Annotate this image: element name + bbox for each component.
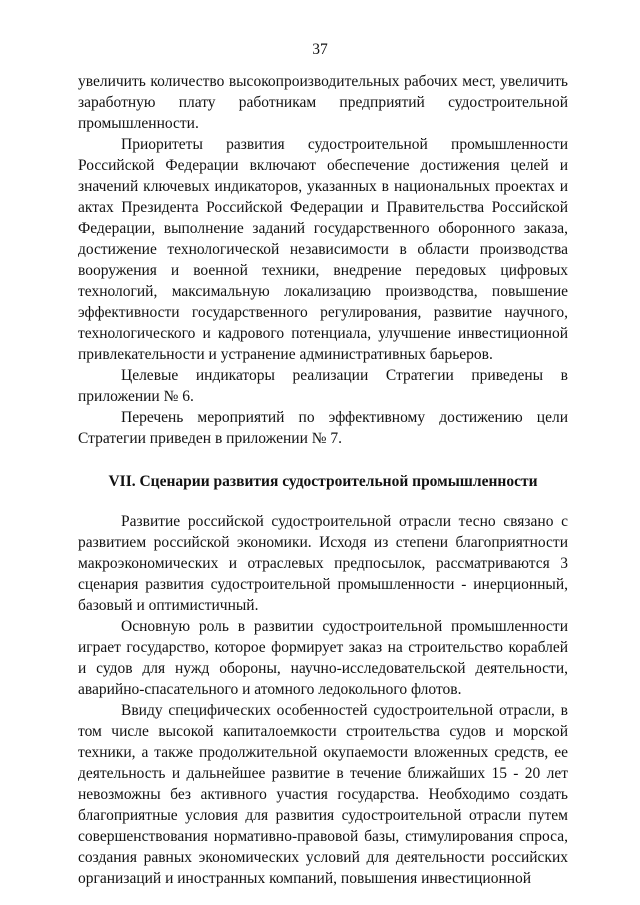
paragraph-employment: увеличить количество высокопроизводительных рабочих мест, увеличить заработную плату работникам предприятий судостроительной промышленности. [78,73,568,132]
paragraph-measures-list: Перечень мероприятий по эффективному достижению цели Стратегии приведен в приложении № 7. [78,409,568,447]
paragraph-industry-specifics: Ввиду специфических особенностей судостроительной отрасли, в том числе высокой капиталоемкости строительства судов и морской техники, а также продолжительной окупаемости вложенных средств, ее деятельность и дальнейшее развитие в течение ближайших 15 - 20 лет невозможны без активного участия государства. Необходимо создать благоприятные условия для развития судостроительной отрасли путем совершенствования нормативно-правовой базы, стимулирования спроса, создания равных экономических условий для деятельности российских организаций и иностранных компаний, повышения инвестиционной [78,702,568,887]
paragraph-state-role: Основную роль в развитии судостроительной промышленности играет государство, которое формирует заказ на строительство кораблей и судов для нужд обороны, научно-исследовательской деятельности, аварийно-спасательного и атомного ледокольного флотов. [78,618,568,698]
paragraph-target-indicators: Целевые индикаторы реализации Стратегии приведены в приложении № 6. [78,367,568,405]
paragraph-priorities: Приоритеты развития судостроительной промышленности Российской Федерации включают обеспечение достижения целей и значений ключевых индикаторов, указанных в национальных проектах и актах Президента Российской Федерации и Правительства Российской Федерации, выполнение заданий государственного оборонного заказа, достижение технологической независимости в области производства вооружения и военной техники, внедрение передовых цифровых технологий, максимальную локализацию производства, повышение эффективности государственного регулирования, развитие научного, технологического и кадрового потенциала, улучшение инвестиционной привлекательности и устранение административных барьеров. [78,136,568,363]
page-number: 37 [312,41,328,58]
document-body [78,71,568,889]
paragraph-scenarios: Развитие российской судостроительной отрасли тесно связано с развитием российской экономики. Исходя из степени благоприятности макроэкономических и отраслевых предпосылок, рассматриваются 3 сценария развития судостроительной промышленности - инерционный, базовый и оптимистичный. [78,513,568,614]
section-heading: VII. Сценарии развития судостроительной промышленности [108,473,538,490]
